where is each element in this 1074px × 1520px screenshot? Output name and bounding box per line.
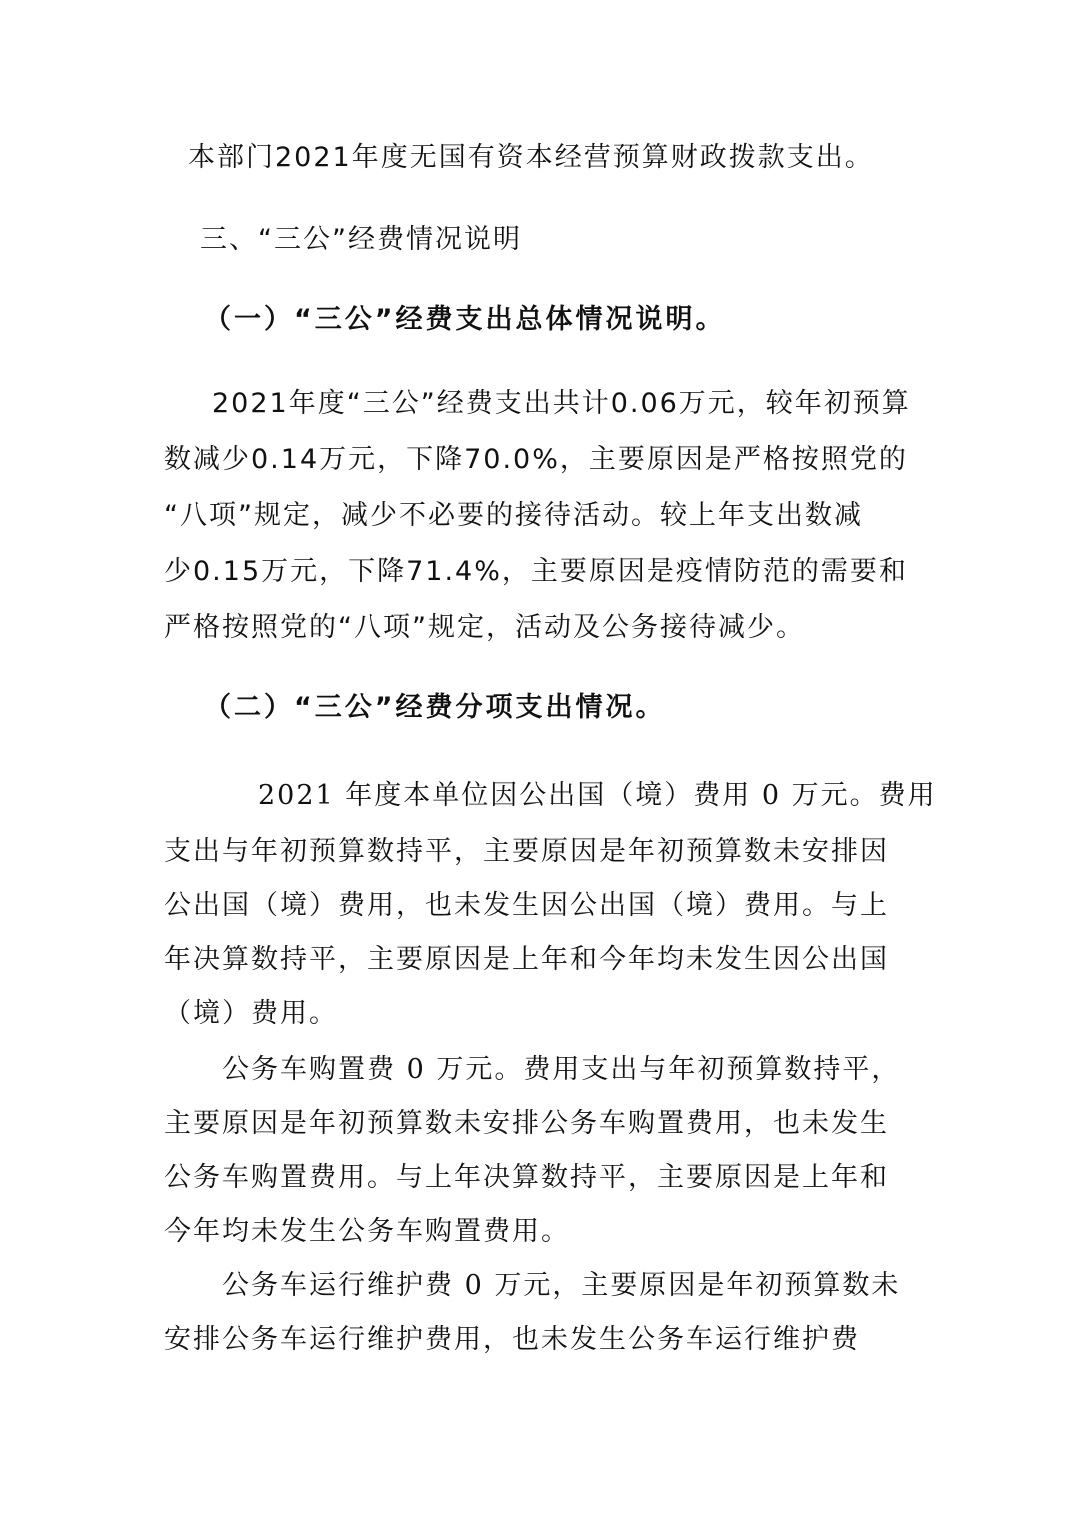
paragraph-line: 年决算数持平，主要原因是上年和今年均未发生因公出国 (164, 944, 889, 975)
paragraph-line: 支出与年初预算数持平，主要原因是年初预算数未安排因 (164, 836, 889, 867)
subsection-heading-one: （一）“三公”经费支出总体情况说明。 (204, 304, 726, 335)
section-heading-three: 三、“三公”经费情况说明 (200, 224, 522, 255)
paragraph-line: 2021 年度本单位因公出国（境）费用 0 万元。费用 (258, 780, 937, 811)
paragraph-line: 公务车运行维护费 0 万元，主要原因是年初预算数未 (222, 1270, 901, 1301)
paragraph-line: 安排公务车运行维护费用，也未发生公务车运行维护费 (164, 1324, 860, 1355)
paragraph-line: 数减少0.14万元，下降70.0%，主要原因是严格按照党的 (164, 444, 908, 475)
paragraph-line: （境）费用。 (164, 998, 338, 1029)
paragraph-line: 公务车购置费 0 万元。费用支出与年初预算数持平， (222, 1054, 901, 1085)
paragraph-line: 少0.15万元，下降71.4%，主要原因是疫情防范的需要和 (164, 556, 908, 587)
paragraph-line: “八项”规定，减少不必要的接待活动。较上年支出数减 (164, 500, 863, 531)
subsection-heading-two: （二）“三公”经费分项支出情况。 (204, 692, 666, 723)
intro-text: 本部门2021年度无国有资本经营预算财政拨款支出。 (188, 142, 874, 173)
paragraph-line: 2021年度“三公”经费支出共计0.06万元，较年初预算 (212, 388, 911, 419)
paragraph-line: 今年均未发生公务车购置费用。 (164, 1216, 570, 1247)
paragraph-line: 严格按照党的“八项”规定，活动及公务接待减少。 (164, 612, 805, 643)
paragraph-line: 主要原因是年初预算数未安排公务车购置费用，也未发生 (164, 1108, 889, 1139)
paragraph-line: 公出国（境）费用，也未发生因公出国（境）费用。与上 (164, 890, 889, 921)
paragraph-line: 公务车购置费用。与上年决算数持平，主要原因是上年和 (164, 1162, 889, 1193)
